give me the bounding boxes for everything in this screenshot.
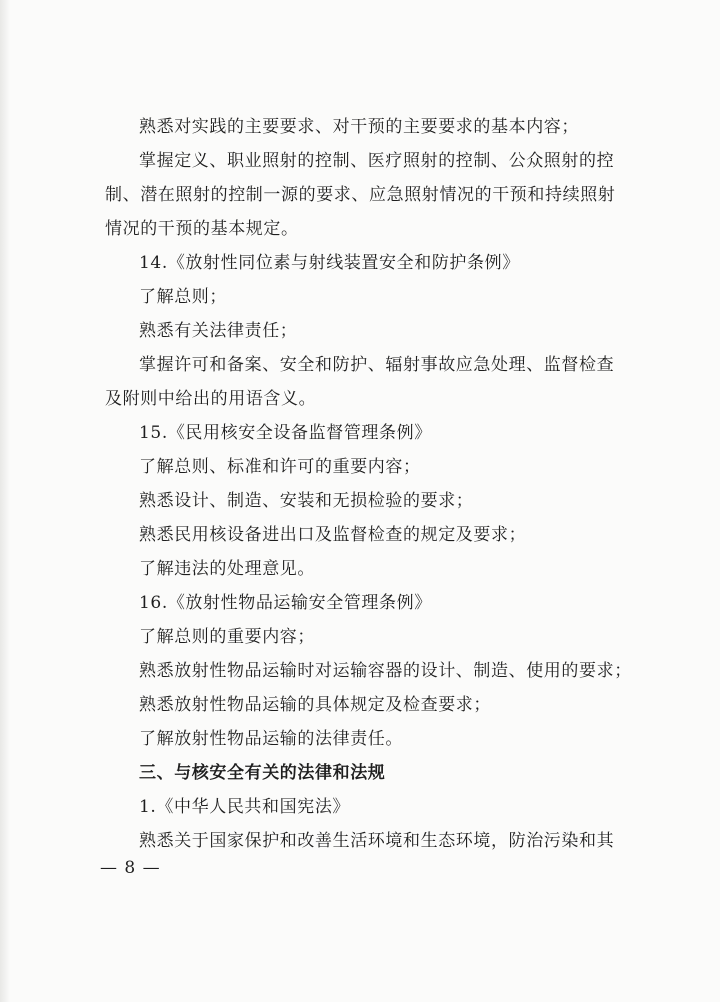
paragraph-line: 了解总则、标准和许可的重要内容； (139, 457, 421, 477)
paragraph-line: 掌握许可和备案、安全和防护、辐射事故应急处理、监督检查 (139, 355, 615, 375)
paragraph-line: 掌握定义、职业照射的控制、医疗照射的控制、公众照射的控 (139, 151, 615, 171)
paragraph-line: 熟悉设计、制造、安装和无损检验的要求； (139, 491, 474, 511)
regulation-title: 14.《放射性同位素与射线装置安全和防护条例》 (139, 253, 520, 273)
paragraph-line: 制、潜在照射的控制一源的要求、应急照射情况的干预和持续照射 (105, 185, 616, 205)
paragraph-line: 及附则中给出的用语含义。 (105, 389, 317, 409)
law-title: 1.《中华人民共和国宪法》 (139, 797, 351, 817)
paragraph-line: 了解总则的重要内容； (139, 627, 315, 647)
paragraph-line: 了解放射性物品运输的法律责任。 (139, 729, 403, 749)
document-body (105, 110, 632, 858)
paragraph-line: 熟悉对实践的主要要求、对干预的主要要求的基本内容； (139, 117, 579, 137)
section-heading: 三、与核安全有关的法律和法规 (139, 763, 386, 783)
regulation-title: 15.《民用核安全设备监督管理条例》 (139, 423, 432, 443)
page-number: — 8 — (100, 858, 161, 878)
paragraph-line: 熟悉放射性物品运输的具体规定及检查要求； (139, 695, 491, 715)
paragraph-line: 了解总则； (139, 287, 227, 307)
paragraph-line: 熟悉关于国家保护和改善生活环境和生态环境，防治污染和其 (139, 831, 615, 851)
paragraph-line: 熟悉民用核设备进出口及监督检查的规定及要求； (139, 525, 527, 545)
paragraph-line: 了解违法的处理意见。 (139, 559, 315, 579)
paragraph-line: 情况的干预的基本规定。 (105, 219, 299, 239)
paragraph-line: 熟悉有关法律责任； (139, 321, 298, 341)
paragraph-line: 熟悉放射性物品运输时对运输容器的设计、制造、使用的要求； (139, 661, 632, 681)
page-left-edge (0, 0, 10, 1002)
regulation-title: 16.《放射性物品运输安全管理条例》 (139, 593, 432, 613)
